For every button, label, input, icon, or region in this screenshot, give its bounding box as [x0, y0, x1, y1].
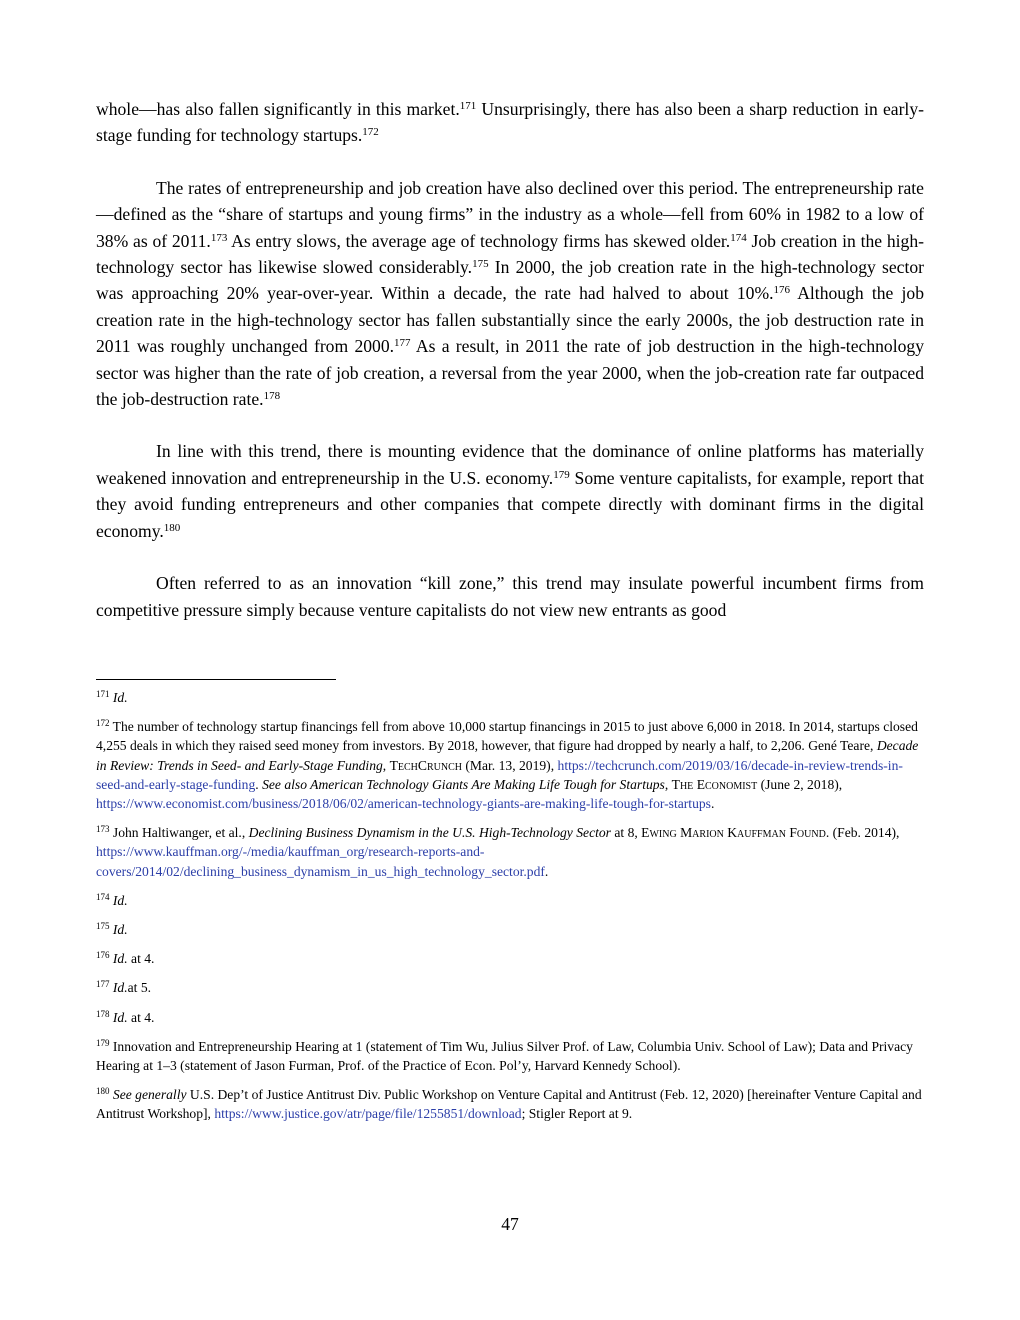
text: As entry slows, the average age of technology firms has skewed older. — [227, 230, 731, 251]
text: (June 2, 2018), — [757, 776, 843, 792]
text: . — [255, 776, 263, 792]
page-number: 47 — [501, 1214, 519, 1234]
text: Id. — [112, 922, 128, 938]
footnote-176 — [96, 949, 924, 968]
text: ; Stigler Report at 9. — [521, 1106, 633, 1122]
footnote-ref-176[interactable]: 176 — [773, 284, 791, 297]
text: Id. — [112, 892, 128, 908]
footnote-175 — [96, 920, 924, 939]
footnote-ref-175[interactable]: 175 — [472, 258, 489, 271]
paragraph-1 — [96, 96, 924, 149]
text: at 4. — [127, 951, 155, 967]
justice-link[interactable]: https://www.justice.gov/atr/page/file/1255851/download — [214, 1106, 522, 1122]
article-title: Decade in Review: Trends in Seed- and Early-Stage Funding — [96, 738, 919, 773]
text: at 8, — [610, 825, 642, 841]
text: Id. — [112, 951, 128, 967]
body-text — [96, 96, 924, 623]
footnote-ref-172[interactable]: 172 — [362, 126, 379, 139]
footnote-172 — [96, 717, 924, 813]
text: John Haltiwanger, et al., — [109, 825, 249, 841]
text: Innovation and Entrepreneurship Hearing at 1 (statement of Tim Wu, Julius Silver Prof. of Law, Columbia Univ. School of Law); Data and Privacy Hearing at 1–3 (statement of Jason Furman, Prof. of the Practice of Econ. Pol’y, Harvard Kennedy School). — [96, 1038, 913, 1074]
footnote-177 — [96, 978, 924, 997]
footnote-number: 180 — [96, 1086, 110, 1097]
footnote-178 — [96, 1008, 924, 1027]
text: Id. — [112, 980, 128, 996]
text: See generally — [112, 1087, 187, 1103]
text: As a result, in 2011 the rate of job destruction in the high-technology sector was higher than the rate of job creation, a reversal from the year 2000, when the job-creation rate far outpaced the job-destruction rate. — [96, 336, 924, 410]
publication-name: TechCrunch — [389, 757, 462, 773]
footnote-ref-173[interactable]: 173 — [210, 231, 228, 244]
text: , — [664, 776, 672, 792]
text: . — [544, 863, 549, 879]
footnote-ref-179[interactable]: 179 — [553, 468, 570, 481]
footnote-number: 173 — [96, 824, 110, 835]
footnotes — [96, 688, 924, 1134]
text: Often referred to as an innovation “kill zone,” this trend may insulate powerful incumbent firms from competitive pressure simply because venture capitalists do not view new entrants as good — [96, 573, 924, 620]
text: Job creation in the high-technology sector has likewise slowed considerably. — [96, 230, 924, 278]
footnote-number: 179 — [96, 1037, 110, 1048]
text: The rates of entrepreneurship and job creation have also declined over this period. The entrepreneurship rate—defined as the “share of startups and young firms” in the industry as a whole—fell from 60% in 1982 to a low of 38% as of 2011. — [96, 177, 924, 251]
text: Although the job creation rate in the high-technology sector has fallen substantially since the early 2000s, the job destruction rate in 2011 was roughly unchanged from 2000. — [96, 283, 925, 357]
kauffman-link[interactable]: https://www.kauffman.org/-/media/kauffman_org/research-reports-and-covers/2014/02/declining_business_dynamism_in_us_high_technology_sector.pdf — [96, 844, 545, 879]
paragraph-3 — [96, 438, 924, 544]
text: The number of technology startup financings fell from above 10,000 startup financings in 2015 to just above 6,000 in 2018. In 2014, startups closed 4,255 deals in which they raised seed money from investors. By 2018, however, that figure had dropped by nearly a half, to 2,206. Gené Teare, — [96, 719, 918, 754]
footnote-number: 174 — [96, 891, 110, 902]
footnote-ref-171[interactable]: 171 — [459, 100, 477, 112]
footnote-separator — [96, 679, 336, 680]
footnote-number: 177 — [96, 979, 110, 990]
footnote-number: 176 — [96, 950, 110, 961]
text: In 2000, the job creation rate in the high-technology sector was approaching 20% year-over-year. Within a decade, the rate had halved to about 10%. — [96, 257, 924, 304]
footnote-180 — [96, 1085, 924, 1123]
text: whole—has also fallen significantly in this market. — [96, 99, 460, 119]
text: Some venture capitalists, for example, report that they avoid funding entrepreneurs and other companies that compete directly with dominant firms in the digital economy. — [96, 467, 924, 541]
footnote-number: 172 — [96, 718, 110, 729]
text: . — [710, 796, 715, 812]
text: (Mar. 13, 2019), — [461, 757, 558, 773]
footnote-number: 175 — [96, 921, 110, 932]
article-title: See also American Technology Giants Are Making Life Tough for Startups — [262, 776, 665, 792]
publication-name: Ewing Marion Kauffman Found — [641, 825, 826, 841]
footnote-ref-174[interactable]: 174 — [730, 231, 747, 244]
text: at 4. — [127, 1009, 155, 1025]
techcrunch-link[interactable]: https://techcrunch.com/2019/03/16/decade-in-review-trends-in-seed-and-early-stage-funding — [96, 757, 903, 792]
footnote-number: 171 — [96, 689, 110, 699]
footnote-number: 178 — [96, 1008, 110, 1019]
economist-link[interactable]: https://www.economist.com/business/2018/06/02/american-technology-giants-are-making-life-tough-for-startups — [96, 796, 711, 812]
footnote-ref-180[interactable]: 180 — [163, 521, 181, 534]
paragraph-4 — [96, 570, 924, 623]
text: . (Feb. 2014), — [825, 825, 900, 841]
footnote-ref-178[interactable]: 178 — [263, 390, 281, 403]
paragraph-2 — [96, 175, 924, 413]
footnote-174 — [96, 891, 924, 910]
footnote-ref-177[interactable]: 177 — [394, 337, 411, 350]
article-title: Declining Business Dynamism in the U.S. High-Technology Sector — [248, 825, 611, 841]
text: Unsurprisingly, there has also been a sharp reduction in early-stage funding for technology startups. — [96, 99, 924, 146]
text: Id. — [112, 1009, 128, 1025]
footnote-173 — [96, 823, 924, 881]
text: U.S. Dep’t of Justice Antitrust Div. Public Workshop on Venture Capital and Antitrust (Feb. 12, 2020) [hereinafter Venture Capital and Antitrust Workshop], — [96, 1087, 922, 1122]
footnote-179 — [96, 1037, 924, 1075]
text: In line with this trend, there is mounting evidence that the dominance of online platforms has materially weakened innovation and entrepreneurship in the U.S. economy. — [96, 441, 924, 488]
footnote-171 — [96, 688, 924, 707]
text: at 5. — [127, 980, 152, 996]
publication-name: The Economist — [671, 776, 758, 792]
text: Id. — [112, 690, 128, 705]
text: , — [382, 757, 390, 773]
